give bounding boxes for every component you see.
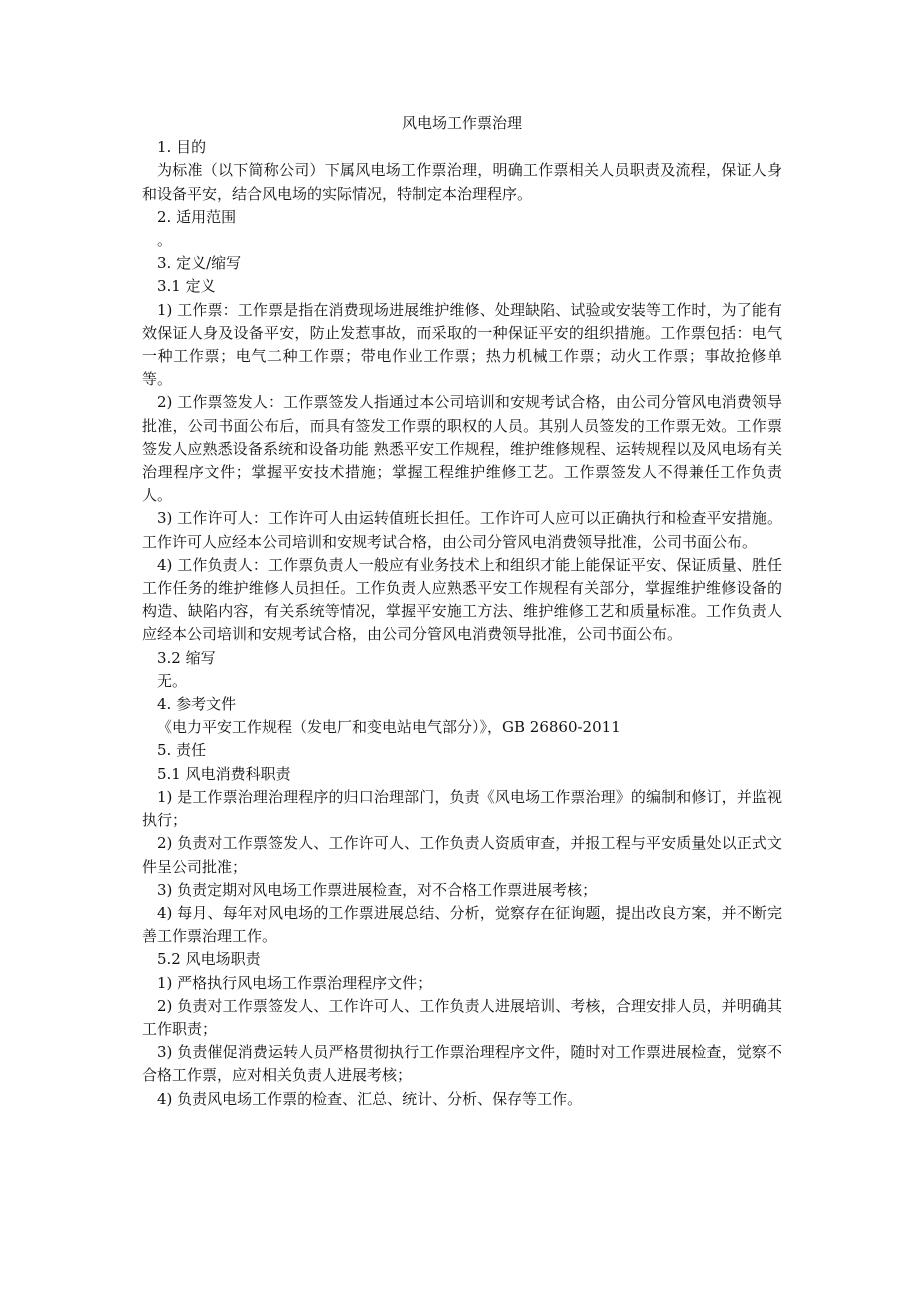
definition-work-leader: 4) 工作负责人：工作票负责人一般应有业务技术上和组织才能上能保证平安、保证质量、胜任工作任务的维护维修人员担任。工作负责人应熟悉平安工作规程有关部分，掌握维护维修设备的构造、缺陷内容，有关系统等情况，掌握平安施工方法、维护维修工艺和质量标准。工作负责人应经本公司培训和安规考试合格，由公司分管风电消费领导批准，公司书面公布。	[142, 555, 782, 644]
subsection-heading-definitions: 3.1 定义	[157, 277, 216, 296]
list-item: 1) 严格执行风电场工作票治理程序文件；	[157, 973, 433, 992]
definition-work-ticket: 1) 工作票：工作票是指在消费现场进展维护维修、处理缺陷、试验或安装等工作时，为了能有效保证人身及设备平安，防止发惹事故，而采取的一种保证平安的组织措施。工作票包括：电气一种工作票；电气二种工作票；带电作业工作票；热力机械工作票；动火工作票；事故抢修单等。	[142, 300, 782, 389]
list-item: 3) 负责催促消费运转人员严格贯彻执行工作票治理程序文件，随时对工作票进展检查，觉察不合格工作票，应对相关负责人进展考核；	[142, 1043, 782, 1085]
list-item: 1) 是工作票治理治理程序的归口治理部门，负责《风电场工作票治理》的编制和修订，并监视执行；	[142, 787, 782, 830]
paragraph-scope: 。	[157, 231, 173, 250]
definition-ticket-issuer: 2) 工作票签发人：工作票签发人指通过本公司培训和安规考试合格，由公司分管风电消费领导批准，公司书面公布后，而具有签发工作票的职权的人员。其别人员签发的工作票无效。工作票签发人应熟悉设备系统和设备功能 熟悉平安工作规程，维护维修规程、运转规程以及风电场有关治理程序文件；掌握平安技术措施；掌握工程维护维修工艺。工作票签发人不得兼任工作负责人。	[142, 393, 782, 505]
section-heading-definitions: 3. 定义/缩写	[157, 254, 242, 273]
section-heading-references: 4. 参考文件	[157, 695, 237, 714]
paragraph-references: 《电力平安工作规程（发电厂和变电站电气部分）》，GB 26860-2011	[157, 718, 621, 737]
list-item: 4) 每月、每年对风电场的工作票进展总结、分析，觉察存在征询题，提出改良方案，并不断完善工作票治理工作。	[142, 903, 782, 946]
list-item: 2) 负责对工作票签发人、工作许可人、工作负责人资质审查，并报工程与平安质量处以正式文件呈公司批准；	[142, 834, 782, 876]
paragraph-abbreviations: 无。	[157, 671, 188, 690]
list-item: 3) 负责定期对风电场工作票进展检查，对不合格工作票进展考核；	[157, 880, 598, 899]
list-item: 4) 负责风电场工作票的检查、汇总、统计、分析、保存等工作。	[157, 1089, 583, 1108]
subsection-heading-abbreviations: 3.2 缩写	[157, 648, 216, 667]
section-heading-responsibilities: 5. 责任	[157, 741, 207, 760]
document-title: 风电场工作票治理	[401, 114, 522, 132]
definition-work-permitter: 3) 工作许可人：工作许可人由运转值班长担任。工作许可人应可以正确执行和检查平安措施。工作许可人应经本公司培训和安规考试合格，由公司分管风电消费领导批准，公司书面公布。	[142, 509, 782, 551]
document-page	[142, 112, 782, 1111]
section-heading-scope: 2. 适用范围	[157, 207, 237, 226]
subsection-heading-production-dept: 5.1 风电消费科职责	[157, 764, 291, 783]
section-heading-purpose: 1. 目的	[157, 138, 207, 157]
list-item: 2) 负责对工作票签发人、工作许可人、工作负责人进展培训、考核，合理安排人员，并明确其工作职责；	[142, 996, 782, 1038]
subsection-heading-wind-farm: 5.2 风电场职责	[157, 950, 261, 969]
paragraph-purpose: 为标准（以下简称公司）下属风电场工作票治理，明确工作票相关人员职责及流程，保证人身和设备平安，结合风电场的实际情况，特制定本治理程序。	[142, 161, 782, 203]
